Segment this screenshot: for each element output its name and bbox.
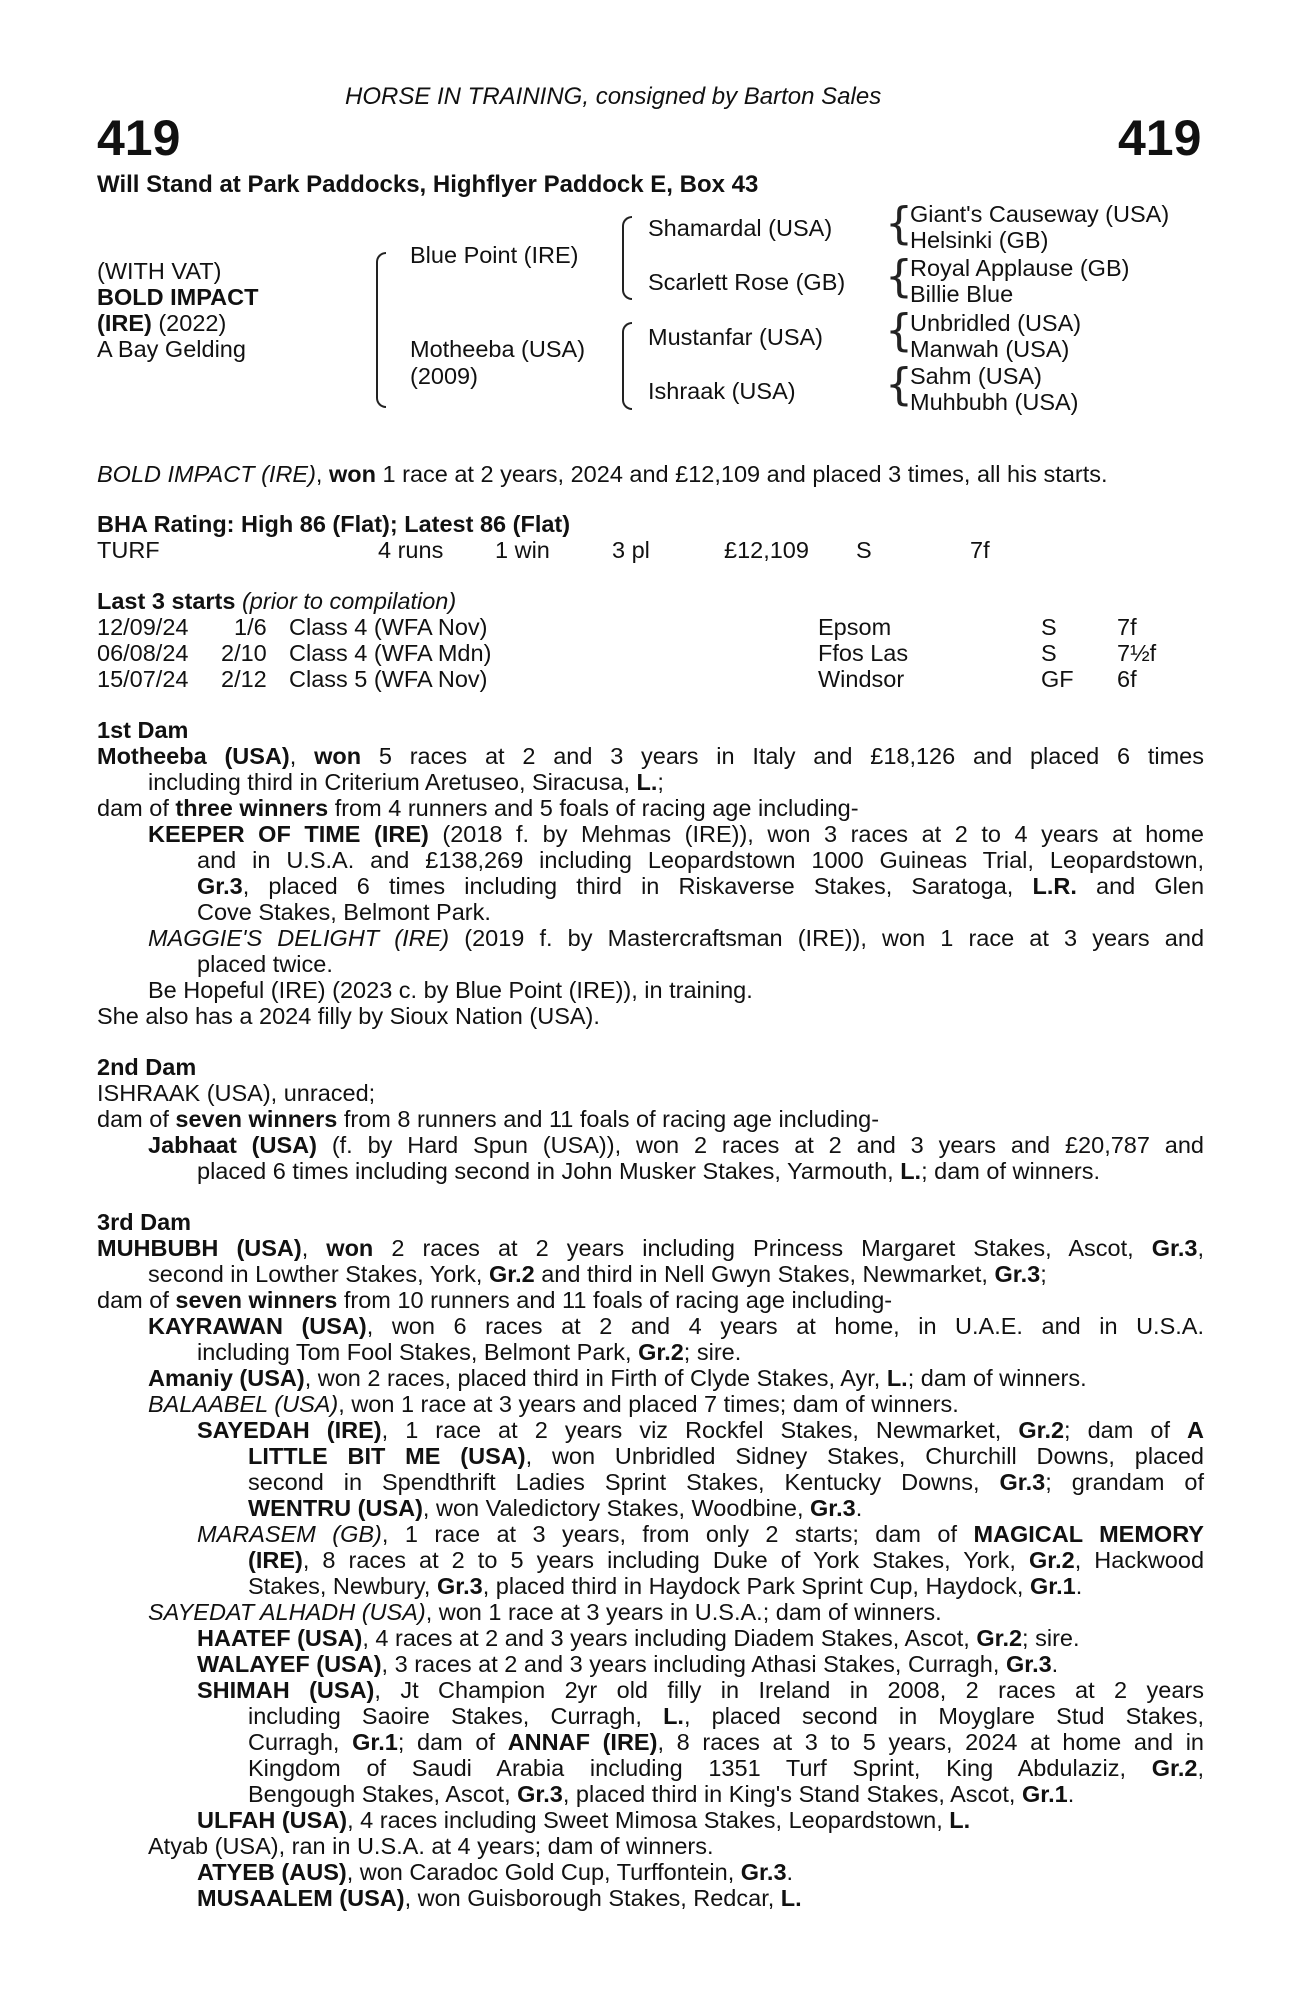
ped-dds: Sahm (USA) xyxy=(910,363,1042,389)
horse-description: A Bay Gelding xyxy=(97,336,246,362)
ped-sdd: Billie Blue xyxy=(910,281,1014,307)
ped-dsd: Manwah (USA) xyxy=(910,336,1070,362)
sire-dam: Scarlett Rose (GB) xyxy=(648,269,846,295)
third-dam-heading: 3rd Dam xyxy=(97,1209,192,1235)
lot-number-left: 419 xyxy=(97,110,181,166)
turf-wins: 1 win xyxy=(495,537,550,563)
consignment-title: HORSE IN TRAINING, consigned by Barton Sales xyxy=(345,83,882,110)
stable-location: Will Stand at Park Paddocks, Highflyer Paddock E, Box 43 xyxy=(97,171,759,198)
brace-g2: { xyxy=(885,251,913,302)
horse-year: (2022) xyxy=(158,310,227,336)
last-starts-heading: Last 3 starts (prior to compilation) xyxy=(97,588,457,614)
dam-year: (2009) xyxy=(410,363,478,389)
lot-number-right: 419 xyxy=(1118,110,1202,166)
horse-name: BOLD IMPACT xyxy=(97,284,259,310)
race-summary: BOLD IMPACT (IRE), won 1 race at 2 years, 2024 and £12,109 and placed 3 times, all his starts. xyxy=(97,461,1108,487)
ped-dss: Unbridled (USA) xyxy=(910,310,1082,336)
dam-sire: Mustanfar (USA) xyxy=(648,324,823,350)
turf-going: S xyxy=(856,537,872,563)
first-dam-heading: 1st Dam xyxy=(97,717,189,743)
dam-dam: Ishraak (USA) xyxy=(648,378,796,404)
ped-sss: Giant's Causeway (USA) xyxy=(910,201,1170,227)
turf-placed: 3 pl xyxy=(612,537,650,563)
pedigree-brace-sire xyxy=(622,216,632,300)
vat-label: (WITH VAT) xyxy=(97,258,222,284)
ped-ddd: Muhbubh (USA) xyxy=(910,389,1079,415)
bha-rating: BHA Rating: High 86 (Flat); Latest 86 (Flat) xyxy=(97,511,571,537)
brace-g4: { xyxy=(885,359,913,410)
turf-distance: 7f xyxy=(970,537,990,563)
brace-g1: { xyxy=(885,198,913,249)
turf-label: TURF xyxy=(97,537,160,563)
turf-runs: 4 runs xyxy=(378,537,444,563)
turf-earnings: £12,109 xyxy=(724,537,809,563)
dam: Motheeba (USA) xyxy=(410,336,586,362)
brace-g3: { xyxy=(885,305,913,356)
ped-ssd: Helsinki (GB) xyxy=(910,227,1049,253)
pedigree-brace-main xyxy=(376,252,386,408)
horse-country: (IRE) xyxy=(97,310,152,336)
second-dam-heading: 2nd Dam xyxy=(97,1054,197,1080)
sire-sire: Shamardal (USA) xyxy=(648,215,833,241)
sire: Blue Point (IRE) xyxy=(410,242,579,268)
ped-sds: Royal Applause (GB) xyxy=(910,255,1130,281)
pedigree-brace-dam xyxy=(622,322,632,410)
